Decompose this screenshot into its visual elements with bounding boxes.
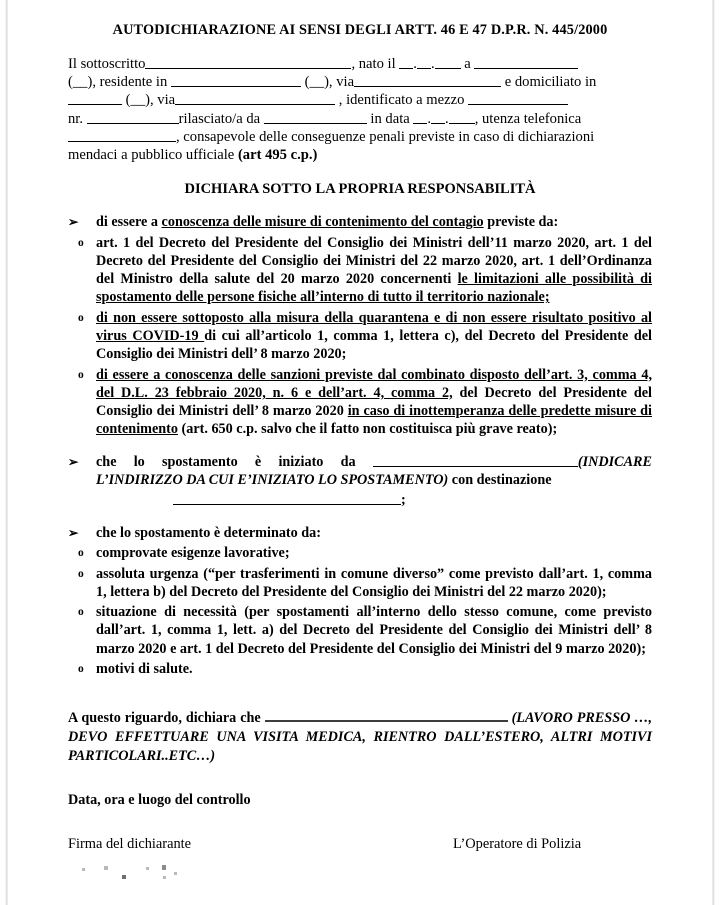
preamble-form-fields — [68, 55, 652, 164]
arrow-bullet-icon: ➢ — [68, 525, 79, 540]
circle-bullet-icon: o — [78, 547, 84, 560]
label-utenza-telefonica: , utenza telefonica — [474, 110, 582, 127]
label-provincia-via: (__), via — [304, 74, 355, 91]
scan-artifacts — [78, 862, 198, 884]
closing-statement — [68, 708, 652, 765]
field-rilascio-mese[interactable] — [431, 110, 445, 124]
arrow-bullet-icon: ➢ — [68, 215, 79, 230]
label-nato-il: , nato il — [351, 56, 396, 72]
list-item — [68, 565, 652, 602]
field-documento-ente[interactable] — [264, 110, 367, 124]
declaration-item-spostamento-iniziato — [68, 453, 652, 490]
label-identificato-a-mezzo: , identificato a mezzo — [338, 92, 465, 109]
motivo-necessita: situazione di necessità (per spostamenti all’interno dello stesso comune, come previsto dall’art. 1, comma 1, lett. a) del Decreto del Presidente del Consiglio dei Ministri dell’ 8 marzo 2020 e art. 1 del Decreto del Presidente del Consiglio dei Ministri del 9 marzo 2020); — [96, 604, 652, 657]
declaration-sublist-conoscenza — [68, 234, 652, 439]
sub-item-sanzioni-plain-1: del Decreto del Presidente del Consiglio dei Ministri dell’ 8 marzo 2020 — [96, 384, 652, 420]
field-numero-telefono[interactable] — [68, 128, 176, 142]
label-e-domiciliato-in: e domiciliato in — [504, 74, 597, 91]
page-edge-left — [5, 0, 8, 905]
field-via-residenza[interactable] — [354, 73, 501, 87]
sep-rilascio-2: . — [445, 110, 449, 127]
text-conoscenza-misure: conoscenza delle misure di contenimento del contagio — [161, 214, 484, 231]
list-item — [68, 366, 652, 439]
text-a-questo-riguardo: A questo riguardo, dichiara che — [68, 710, 261, 727]
signature-declarant-label: Firma del dichiarante — [68, 836, 192, 853]
declaration-item-spostamento-determinato-text: che lo spostamento è determinato da: — [96, 524, 321, 541]
text-semicolon: ; — [401, 491, 406, 508]
preamble-line-5 — [68, 128, 652, 146]
signature-row — [68, 836, 652, 853]
page-edge-right — [712, 0, 715, 905]
declaration-item-conoscenza-text — [96, 213, 652, 231]
motivo-lavorative: comprovate esigenze lavorative; — [96, 545, 290, 562]
field-dichiarazione-motivo[interactable] — [265, 708, 508, 722]
field-nome-cognome[interactable] — [145, 55, 351, 69]
circle-bullet-icon: o — [78, 236, 84, 249]
field-comune-domicilio[interactable] — [68, 91, 122, 105]
field-nascita-mese[interactable] — [417, 55, 431, 69]
label-rilasciato-da: rilasciato/a da — [178, 110, 261, 127]
list-item — [68, 309, 652, 364]
sub-item-quarantena-plain: di cui all’articolo 1, comma 1, lettera c), del Decreto del Presidente del Consiglio dei Ministri dell’ 8 marzo 2020; — [96, 328, 652, 363]
preamble-line-2 — [68, 73, 652, 91]
field-indirizzo-destinazione[interactable] — [173, 491, 401, 505]
label-art-495: (art 495 c.p.) — [237, 147, 318, 164]
field-via-domicilio[interactable] — [175, 91, 335, 105]
motivo-salute: motivi di salute. — [96, 661, 193, 678]
section-heading-dichiara: DICHIARA SOTTO LA PROPRIA RESPONSABILITÀ — [184, 181, 536, 198]
field-documento-numero[interactable] — [87, 110, 179, 124]
preamble-line-1 — [68, 55, 652, 73]
note-esempi-motivi: (LAVORO PRESSO …, DEVO EFFETTUARE UNA VISITA MEDICA, RIENTRO DALL’ESTERO, ALTRI MOTIVI PARTICOLARI..ETC…) — [68, 710, 652, 764]
list-item — [68, 544, 652, 562]
field-comune-residenza[interactable] — [171, 73, 301, 87]
motivo-urgenza: assoluta urgenza (“per trasferimenti in comune diverso” come previsto dall’art. 1, comma 1, lettera b) del Decreto del Presidente del Consiglio dei Ministri del 22 marzo 2020); — [96, 565, 652, 600]
arrow-bullet-icon: ➢ — [68, 454, 79, 469]
circle-bullet-icon: o — [78, 606, 84, 619]
field-nascita-giorno[interactable] — [399, 55, 413, 69]
label-consapevole: , consapevole delle conseguenze penali previste in caso di dichiarazioni — [176, 128, 595, 145]
preamble-line-6 — [68, 146, 652, 164]
text-previste-da: previste da: — [483, 214, 559, 231]
label-mendaci: mendaci a pubblico ufficiale — [68, 147, 235, 164]
sub-item-quarantena-underlined: di non essere sottoposto alla misura della quarantena e di non essere risultato positivo al virus COVID-19 — [96, 309, 652, 344]
circle-bullet-icon: o — [78, 567, 84, 580]
sub-item-normative — [96, 234, 652, 307]
circle-bullet-icon: o — [78, 663, 84, 676]
preamble-line-4 — [68, 110, 652, 128]
sub-item-quarantena — [96, 309, 652, 364]
document-sheet — [68, 0, 652, 905]
label-domicilio-via: (__), via — [125, 92, 176, 109]
sub-item-sanzioni-underlined-2: in caso di inottemperanza delle predette misure di contenimento — [96, 403, 652, 438]
label-residente-in: (__), residente in — [68, 74, 168, 91]
list-item — [68, 603, 652, 658]
declaration-sublist-motivi — [68, 544, 652, 678]
label-a: a — [464, 56, 471, 72]
declaration-item-spostamento-iniziato-text — [96, 453, 652, 490]
sep-rilascio-1: . — [427, 110, 432, 127]
label-nr: nr. — [68, 110, 83, 127]
label-in-data: in data — [370, 110, 410, 127]
label-il-sottoscritto: Il sottoscritto — [68, 56, 146, 72]
circle-bullet-icon: o — [78, 311, 84, 324]
note-indicare-indirizzo: (INDICARE L’INDIRIZZO DA CUI E’INIZIATO LO SPOSTAMENTO) — [96, 453, 652, 489]
circle-bullet-icon: o — [78, 368, 84, 381]
control-datetime-label: Data, ora e luogo del controllo — [68, 792, 251, 809]
field-documento-tipo[interactable] — [468, 91, 568, 105]
sep-nascita-2: . — [430, 56, 435, 72]
signature-officer-label: L’Operatore di Polizia — [453, 836, 582, 853]
declaration-item-conoscenza — [68, 213, 652, 231]
field-luogo-nascita[interactable] — [474, 55, 578, 69]
text-con-destinazione: con destinazione — [451, 472, 552, 489]
document-title: AUTODICHIARAZIONE AI SENSI DEGLI ARTT. 46 E 47 D.P.R. N. 445/2000 — [112, 22, 608, 38]
destination-field-row — [68, 491, 652, 509]
preamble-line-3 — [68, 91, 652, 109]
sub-item-sanzioni — [96, 366, 652, 439]
field-rilascio-anno[interactable] — [449, 110, 475, 124]
sub-item-normative-plain: art. 1 del Decreto del Presidente del Consiglio dei Ministri dell’11 marzo 2020, art. 1 del Decreto del Presidente del Consiglio dei Ministri del 22 marzo 2020, art. 1 dell’Ordinanza del Ministro della salute del 20 marzo 2020 concernenti — [96, 234, 652, 288]
text-di-essere-a: di essere a — [96, 214, 162, 231]
field-rilascio-giorno[interactable] — [413, 110, 427, 124]
list-item — [68, 660, 652, 678]
field-indirizzo-partenza[interactable] — [373, 453, 578, 467]
field-nascita-anno[interactable] — [435, 55, 461, 69]
sep-nascita-1: . — [413, 56, 417, 72]
sub-item-sanzioni-underlined-1: di essere a conoscenza delle sanzioni previste dal combinato disposto dell’art. 3, comma 4, del D.L. 23 febbraio 2020, n. 6 e dell’art. 4, comma 2, — [96, 366, 652, 401]
list-item — [68, 234, 652, 307]
declaration-item-spostamento-determinato — [68, 524, 652, 542]
sub-item-sanzioni-plain-2: (art. 650 c.p. salvo che il fatto non costituisca più grave reato); — [177, 421, 558, 438]
sub-item-normative-underlined: le limitazioni alle possibilità di spostamento delle persone fisiche all’interno di tutto il territorio nazionale; — [96, 271, 652, 306]
text-spostamento-iniziato-da: che lo spostamento è iniziato da — [96, 453, 356, 470]
